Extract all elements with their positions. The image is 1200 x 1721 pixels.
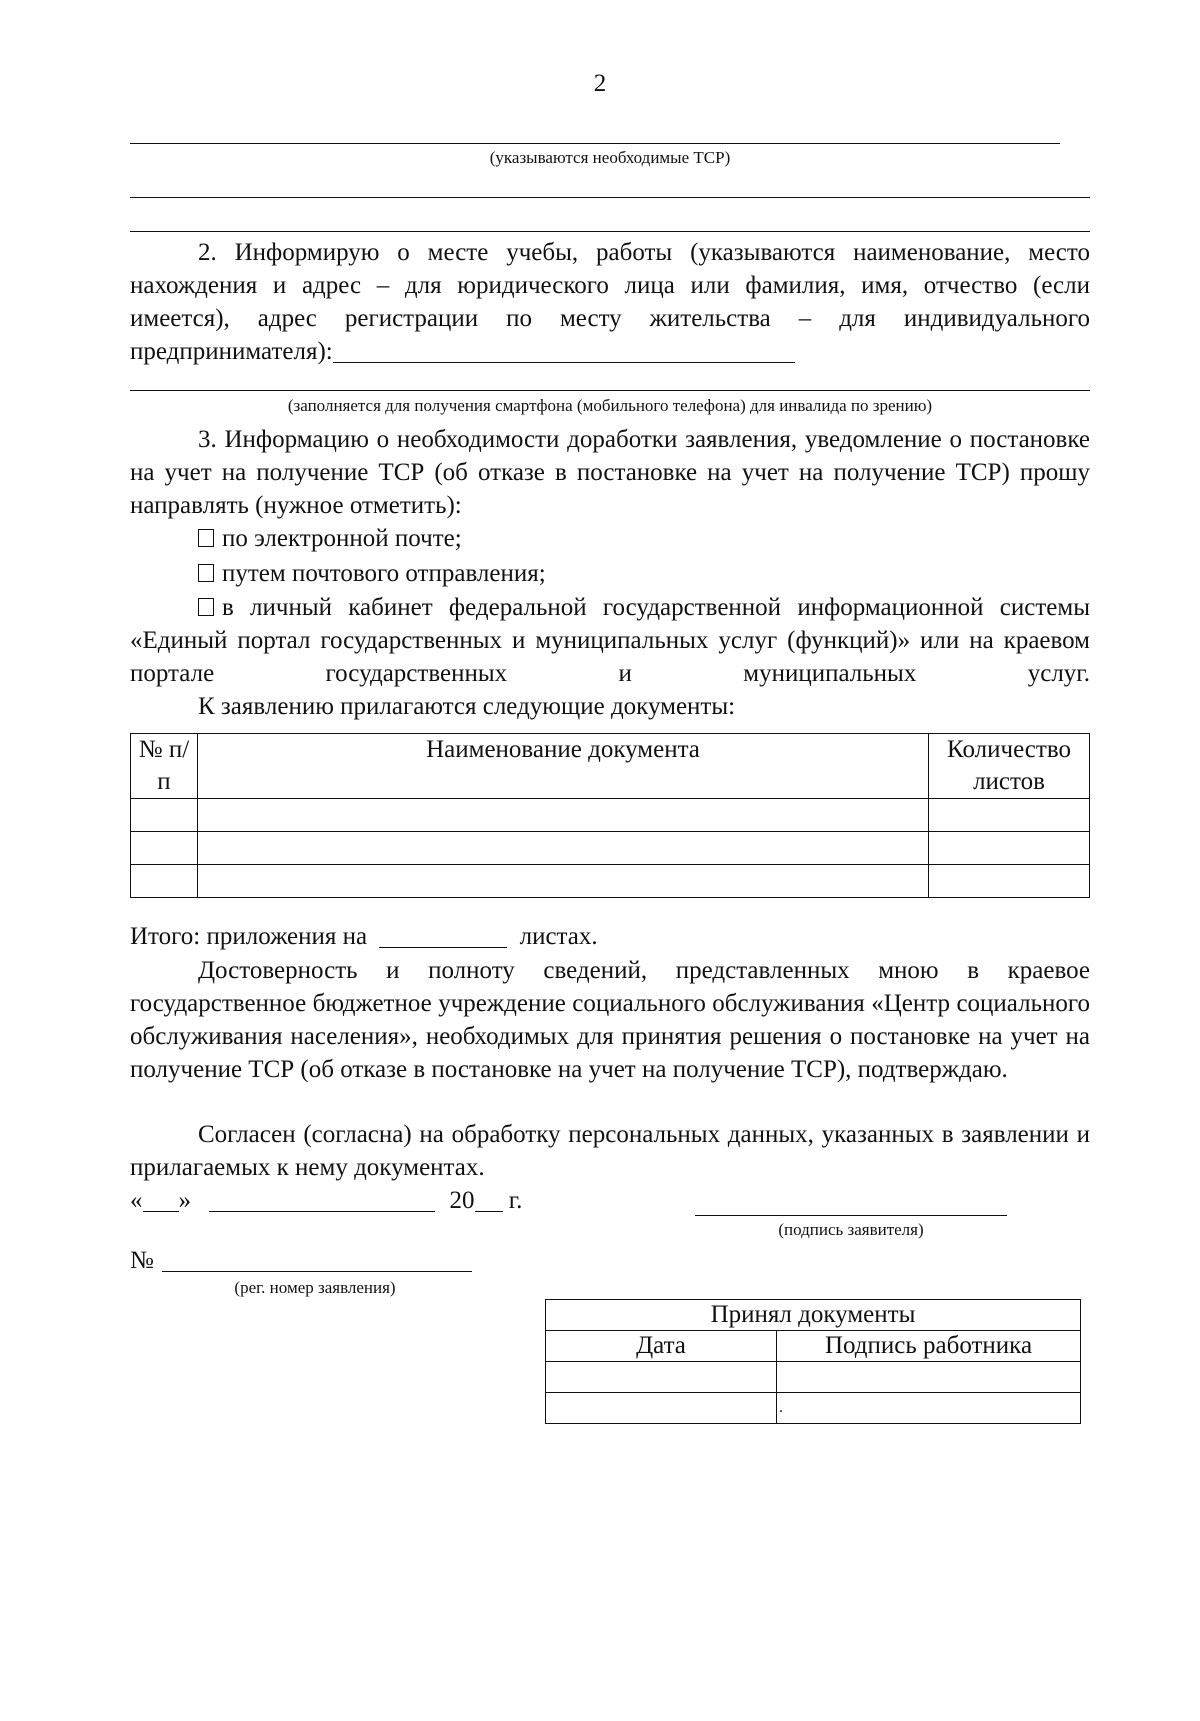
doc-no-cell[interactable] bbox=[131, 799, 198, 832]
received-table bbox=[545, 1299, 1081, 1424]
workplace-field[interactable] bbox=[333, 338, 795, 363]
option-email[interactable] bbox=[130, 522, 1090, 555]
date-open-quote: « bbox=[130, 1187, 143, 1214]
col-date-header: Дата bbox=[546, 1331, 777, 1362]
checkbox-portal[interactable] bbox=[198, 598, 214, 616]
paragraph-2-text: 2. Информирую о месте учебы, работы (указываются наименование, место нахождения и адрес – для юридического лица или фамилия, имя, отчество (если имеется), адрес регистрации по месту жительства – для индивидуального предпринимателя): bbox=[130, 239, 1090, 365]
received-sign-cell[interactable]: . bbox=[777, 1393, 1081, 1424]
tsr-blank-line-1[interactable] bbox=[130, 143, 1060, 144]
month-field[interactable] bbox=[209, 1187, 435, 1212]
option-email-label: по электронной почте; bbox=[222, 525, 462, 552]
checkbox-email[interactable] bbox=[198, 529, 214, 547]
col-sign-header: Подпись работника bbox=[777, 1331, 1081, 1362]
col-name-header: Наименование документа bbox=[198, 734, 929, 799]
doc-no-cell[interactable] bbox=[131, 865, 198, 898]
total-prefix: Итого: приложения на bbox=[130, 923, 368, 950]
total-suffix: листах. bbox=[519, 923, 598, 950]
table-row[interactable] bbox=[131, 799, 1090, 832]
doc-name-cell[interactable] bbox=[198, 865, 929, 898]
date-close-quote: » bbox=[178, 1187, 191, 1214]
option-portal-label: в личный кабинет федеральной государственной информационной системы «Единый портал государственных и муниципальных услуг (функций)» или на краевом портале государственных и муниципальных услуг. bbox=[130, 594, 1090, 687]
reg-number-label: № bbox=[130, 1247, 154, 1274]
received-date-cell[interactable] bbox=[546, 1393, 777, 1424]
total-line bbox=[130, 920, 1090, 953]
doc-count-cell[interactable] bbox=[929, 865, 1090, 898]
documents-table bbox=[130, 733, 1090, 898]
reg-number-field[interactable] bbox=[162, 1247, 472, 1272]
signature-note: (подпись заявителя) bbox=[778, 1220, 924, 1239]
checkbox-post[interactable] bbox=[198, 564, 214, 582]
reg-number-line bbox=[130, 1244, 472, 1277]
table-row[interactable] bbox=[131, 832, 1090, 865]
received-date-cell[interactable] bbox=[546, 1362, 777, 1393]
doc-name-cell[interactable] bbox=[198, 799, 929, 832]
reg-number-note: (рег. номер заявления) bbox=[234, 1278, 396, 1297]
doc-count-cell[interactable] bbox=[929, 799, 1090, 832]
page-number: 2 bbox=[593, 70, 607, 97]
year-suffix: г. bbox=[508, 1187, 523, 1214]
attachments-intro: К заявлению прилагаются следующие документы: bbox=[198, 693, 736, 720]
paragraph-2 bbox=[130, 236, 1090, 368]
table-row[interactable] bbox=[131, 865, 1090, 898]
consent-paragraph: Согласен (согласна) на обработку персональных данных, указанных в заявлении и прилагаемых к нему документах. bbox=[130, 1121, 1090, 1181]
col-count-header: Количество листов bbox=[929, 734, 1090, 799]
table-row[interactable] bbox=[546, 1393, 1081, 1424]
option-portal[interactable] bbox=[130, 591, 1090, 690]
day-field[interactable] bbox=[143, 1187, 179, 1212]
signature-line[interactable] bbox=[695, 1215, 1007, 1216]
date-line bbox=[130, 1184, 522, 1217]
option-post[interactable] bbox=[130, 557, 1090, 590]
option-post-label: путем почтового отправления; bbox=[222, 560, 546, 587]
doc-name-cell[interactable] bbox=[198, 832, 929, 865]
tsr-note: (указываются необходимые ТСР) bbox=[489, 148, 731, 167]
doc-no-cell[interactable] bbox=[131, 832, 198, 865]
paragraph-3: 3. Информацию о необходимости доработки заявления, уведомление о постановке на учет на получение ТСР (об отказе в постановке на учет на получение ТСР) прошу направлять (нужное отметить): bbox=[130, 426, 1090, 519]
tsr-blank-line-3[interactable] bbox=[130, 231, 1090, 232]
table-row[interactable] bbox=[546, 1362, 1081, 1393]
col-no-header: № п/п bbox=[131, 734, 198, 799]
phone-note: (заполняется для получения смартфона (мобильного телефона) для инвалида по зрению) bbox=[287, 396, 933, 415]
workplace-blank-line[interactable] bbox=[130, 390, 1090, 391]
year-prefix: 20 bbox=[449, 1187, 475, 1214]
confirmation-paragraph: Достоверность и полноту сведений, представленных мною в краевое государственное бюджетное учреждение социального обслуживания «Центр социального обслуживания населения», необходимых для принятия решения о постановке на учет на получение ТСР (об отказе в постановке на учет на получение ТСР), подтверждаю. bbox=[130, 957, 1090, 1083]
tsr-blank-line-2[interactable] bbox=[130, 197, 1090, 198]
year-field[interactable] bbox=[475, 1187, 503, 1212]
doc-count-cell[interactable] bbox=[929, 832, 1090, 865]
received-title: Принял документы bbox=[546, 1300, 1081, 1331]
total-sheets-field[interactable] bbox=[379, 923, 507, 948]
received-sign-cell[interactable] bbox=[777, 1362, 1081, 1393]
